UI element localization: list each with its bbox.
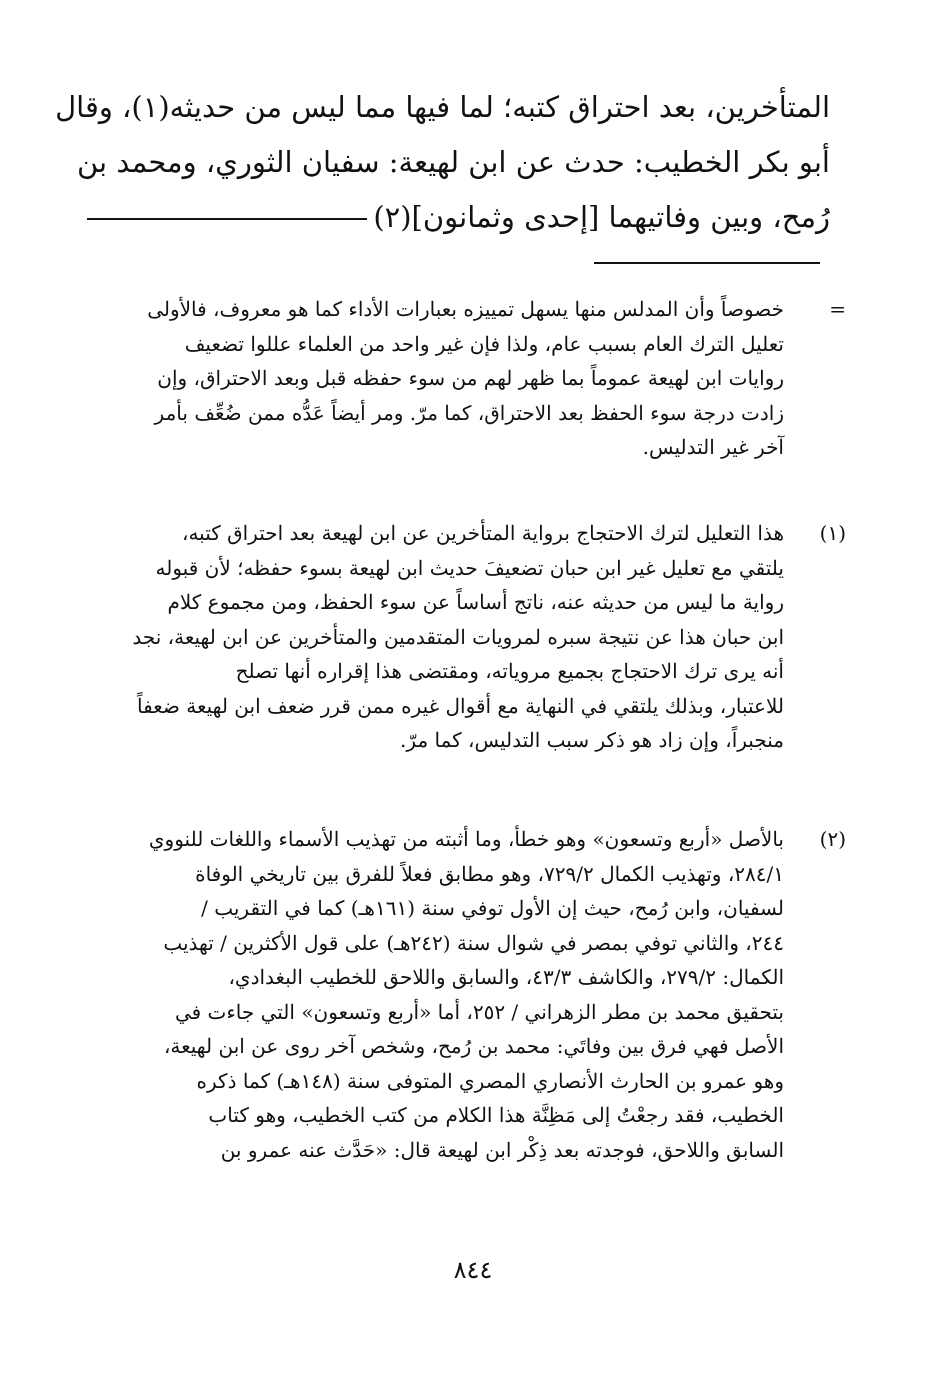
footnote-body: [128, 516, 784, 758]
footnote-line: رواية ما ليس من حديثه عنه، ناتج أساساً عن سوء الحفظ، ومن مجموع كلام: [167, 590, 784, 614]
footnote-body: [128, 292, 784, 465]
footnote-line: الأصل فهي فرق بين وفاتَي: محمد بن رُمح، وشخص آخر روى عن ابن لهيعة،: [163, 1034, 784, 1058]
footnote-line: خصوصاً وأن المدلس منها يسهل تمييزه بعبارات الأداء كما هو معروف، فالأولى: [147, 297, 784, 321]
footnote-1: [128, 516, 846, 758]
page-number: ٨٤٤: [453, 1256, 493, 1284]
main-text-line-content: رُمح، وبين وفاتيهما [إحدى وثمانون](٢): [373, 200, 830, 234]
main-text-line: أبو بكر الخطيب: حدث عن ابن لهيعة: سفيان الثوري، ومحمد بن: [76, 145, 830, 179]
footnote-line: الخطيب، فقد رجعْتُ إلى مَظِنَّة هذا الكلام من كتب الخطيب، وهو كتاب: [208, 1103, 784, 1127]
footnote-line: ٢٤٤، والثاني توفي بمصر في شوال سنة (٢٤٢هـ) على قول الأكثرين / تهذيب: [163, 930, 784, 955]
footnote-line: ابن حبان هذا عن نتيجة سبره لمرويات المتقدمين والمتأخرين عن ابن لهيعة، نجد: [132, 624, 784, 649]
footnote-line: تعليل الترك العام بسبب عام، ولذا فإن غير واحد من العلماء عللوا تضعيف: [184, 331, 784, 356]
footnote-line: آخر غير التدليس.: [642, 435, 784, 459]
footnote-marker: (٢): [819, 827, 846, 851]
main-text-line: [120, 190, 830, 245]
main-text: [55, 80, 830, 245]
main-text-line: المتأخرين، بعد احتراق كتبه؛ لما فيها مما ليس من حديثه(١)، وقال: [55, 90, 830, 124]
footnote-line: وهو عمرو بن الحارث الأنصاري المصري المتوفى سنة (١٤٨هـ) كما ذكره: [196, 1068, 784, 1093]
footnote-line: هذا التعليل لترك الاحتجاج برواية المتأخرين عن ابن لهيعة بعد احتراق كتبه،: [181, 521, 784, 545]
footnote-line: أنه يرى ترك الاحتجاج بجميع مروياته، ومقتضى هذا إقراره أنها تصلح: [235, 659, 784, 683]
footnote-2: [128, 822, 846, 1167]
footnote-body: [128, 822, 784, 1167]
footnote-line: يلتقي مع تعليل غير ابن حبان تضعيفَ حديث ابن لهيعة بسوء حفظه؛ لأن قبوله: [155, 555, 784, 580]
footnote-line: روايات ابن لهيعة عموماً بما ظهر لهم من سوء حفظه قبل وبعد الاحتراق، وإن: [157, 366, 784, 390]
footnote-line: ٢٨٤/١، وتهذيب الكمال ٧٢٩/٢، وهو مطابق فعلاً للفرق بين تاريخي الوفاة: [195, 861, 784, 886]
footnote-line: للاعتبار، وبذلك يلتقي في النهاية مع أقوال غيره ممن قرر ضعف ابن لهيعة ضعفاً: [137, 693, 784, 718]
footnote-marker: (١): [819, 521, 846, 545]
footnote-marker: =: [829, 297, 846, 321]
continuation-rule: [87, 218, 367, 220]
footnote-separator: [594, 262, 820, 264]
footnote-line: لسفيان، وابن رُمح، حيث إن الأول توفي سنة (١٦١هـ) كما في التقريب /: [201, 896, 784, 920]
footnote-line: بتحقيق محمد بن مطر الزهراني / ٢٥٢، أما «أربع وتسعون» التي جاءت في: [174, 999, 784, 1024]
footnote-continuation: [128, 292, 846, 465]
footnote-line: الكمال: ٢٧٩/٢، والكاشف ٤٣/٣، والسابق واللاحق للخطيب البغدادي،: [228, 965, 784, 989]
footnote-line: منجبراً، وإن زاد هو ذكر سبب التدليس، كما مرّ.: [400, 728, 784, 752]
footnote-line: السابق واللاحق، فوجدته بعد ذِكْر ابن لهيعة قال: «حَدَّث عنه عمرو بن: [220, 1137, 784, 1162]
footnote-line: بالأصل «أربع وتسعون» وهو خطأ، وما أثبته من تهذيب الأسماء واللغات للنووي: [148, 827, 784, 851]
footnote-line: زادت درجة سوء الحفظ بعد الاحتراق، كما مرّ. ومر أيضاً عَدُّه ممن ضُعِّف بأمر: [154, 400, 784, 425]
